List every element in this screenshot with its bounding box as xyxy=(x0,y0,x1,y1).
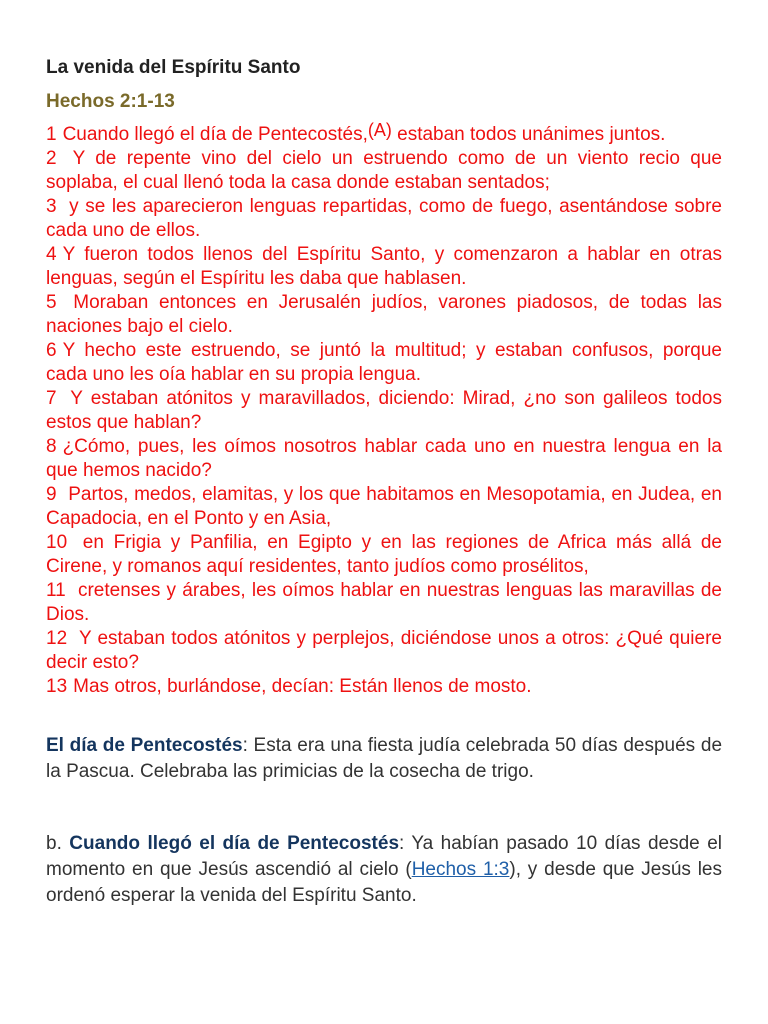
verse-number: 13 xyxy=(46,676,68,697)
verse-text: Y hecho este estruendo, se juntó la multitud; y estaban confusos, porque cada uno les oía hablar en su propia lengua. xyxy=(46,340,722,385)
verse-6 xyxy=(46,339,722,387)
verse-number: 7 xyxy=(46,388,57,409)
note-text: : Esta era una fiesta judía celebrada 50 días después de la Pascua. Celebraba las primicias de la cosecha de trigo. xyxy=(46,735,723,782)
verse-number: 11 xyxy=(46,580,66,601)
verse-number: 5 xyxy=(46,292,57,313)
verse-3 xyxy=(46,195,722,243)
verse-text: Y estaban todos atónitos y perplejos, diciéndose unos a otros: ¿Qué quiere decir esto? xyxy=(46,628,722,673)
verse-13 xyxy=(46,675,722,699)
verse-number: 8 xyxy=(46,436,57,457)
commentary-note-pentecost xyxy=(46,733,722,785)
verse-text: Partos, medos, elamitas, y los que habitamos en Mesopotamia, en Judea, en Capadocia, en el Ponto y en Asia, xyxy=(46,484,722,529)
note-text: : Ya habían pasado 10 días desde el momento en que Jesús ascendió al cielo ( xyxy=(46,833,722,880)
verse-number: 3 xyxy=(46,196,57,217)
verse-8 xyxy=(46,435,722,483)
verse-number: 10 xyxy=(46,532,68,553)
verse-2 xyxy=(46,147,722,195)
verse-12 xyxy=(46,627,722,675)
verse-text-continued: estaban todos unánimes juntos. xyxy=(391,124,666,145)
verse-text: Y fueron todos llenos del Espíritu Santo, y comenzaron a hablar en otras lenguas, según el Espíritu les daba que hablasen. xyxy=(46,244,722,289)
verse-7 xyxy=(46,387,722,435)
verse-list xyxy=(46,118,722,699)
note-prefix: b. xyxy=(46,833,70,854)
verse-4 xyxy=(46,243,722,291)
verse-5 xyxy=(46,291,722,339)
verse-11 xyxy=(46,579,722,627)
note-term: Cuando llegó el día de Pentecostés xyxy=(69,833,400,854)
verse-number: 1 xyxy=(46,124,57,145)
verse-text: ¿Cómo, pues, les oímos nosotros hablar cada uno en nuestra lengua en la que hemos nacido? xyxy=(46,436,722,481)
verse-text: y se les aparecieron lenguas repartidas, como de fuego, asentándose sobre cada uno de ellos. xyxy=(46,196,722,241)
verse-number: 6 xyxy=(46,340,57,361)
verse-text: Mas otros, burlándose, decían: Están llenos de mosto. xyxy=(73,676,532,697)
note-term: El día de Pentecostés xyxy=(46,735,243,756)
verse-9 xyxy=(46,483,722,531)
note-text-continued: ), y desde que Jesús les ordenó esperar la venida del Espíritu Santo. xyxy=(46,859,722,906)
document-title: La venida del Espíritu Santo xyxy=(46,57,301,78)
verse-number: 9 xyxy=(46,484,57,505)
verse-text: cretenses y árabes, les oímos hablar en nuestras lenguas las maravillas de Dios. xyxy=(46,580,722,625)
commentary-note-b xyxy=(46,831,722,909)
verse-text: Y de repente vino del cielo un estruendo como de un viento recio que soplaba, el cual llenó toda la casa donde estaban sentados; xyxy=(46,148,722,193)
verse-text: Cuando llegó el día de Pentecostés, xyxy=(62,124,368,145)
verse-number: 4 xyxy=(46,244,57,265)
verse-text: Y estaban atónitos y maravillados, diciendo: Mirad, ¿no son galileos todos estos que hablan? xyxy=(46,388,722,433)
verse-1 xyxy=(46,118,722,147)
verse-10 xyxy=(46,531,722,579)
scripture-reference: Hechos 2:1-13 xyxy=(46,91,175,112)
verse-number: 2 xyxy=(46,148,57,169)
scripture-link-hechos-1-3[interactable]: Hechos 1:3 xyxy=(411,859,510,880)
verse-text: Moraban entonces en Jerusalén judíos, varones piadosos, de todas las naciones bajo el cielo. xyxy=(46,292,722,337)
verse-number: 12 xyxy=(46,628,68,649)
footnote-marker-a[interactable]: (A) xyxy=(367,120,392,140)
verse-text: en Frigia y Panfilia, en Egipto y en las regiones de Africa más allá de Cirene, y romanos aquí residentes, tanto judíos como prosélitos, xyxy=(46,532,722,577)
